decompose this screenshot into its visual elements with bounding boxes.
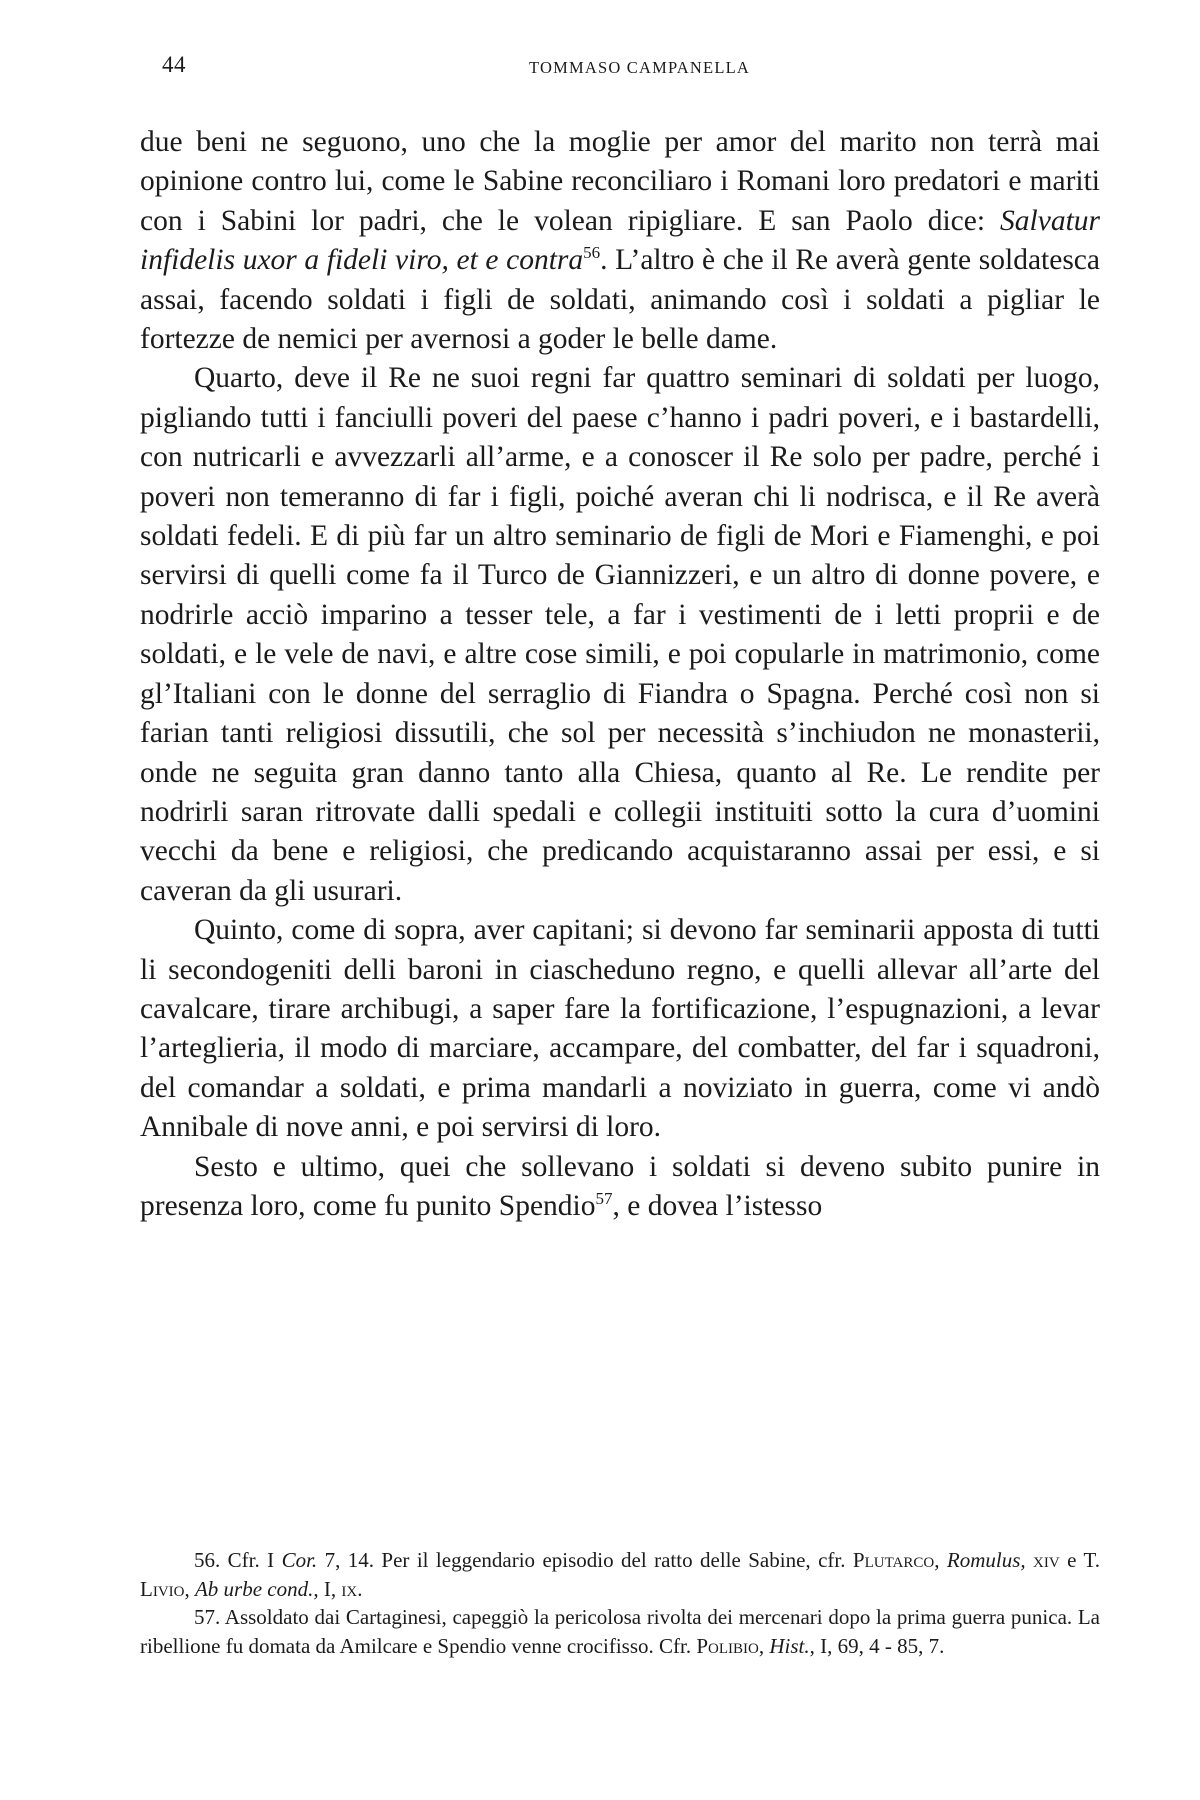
paragraph-2: Quarto, deve il Re ne suoi regni far quattro seminari di soldati per luogo, pigliando tutti i fanciulli poveri del paese c’hanno i padri poveri, e i bastardelli, con nutricarli e avvezzarli all’arme, e a conoscer il Re solo per padre, perché i poveri non temeranno di far i figli, poiché averan chi li nodrisca, e il Re averà soldati fedeli. E di più far un altro seminario de figli de Mori e Fiamenghi, e poi servirsi di quelli come fa il Turco de Giannizzeri, e un altro di donne povere, e nodrirle acciò imparino a tesser tele, a far i vestimenti de i letti proprii e de soldati, e le vele de navi, e altre cose simili, e poi copularle in matrimonio, come gl’Italiani con le donne del serraglio di Fiandra o Spagna. Perché così non si farian tanti religiosi dissutili, che sol per necessità s’inchiudon ne monasterii, onde ne seguita gran danno tanto alla Chiesa, quanto al Re. Le rendite per nodrirli saran ritrovate dalli spedali e collegii instituiti sotto la cura d’uomini vecchi da bene e religiosi, che predicando acquistaranno assai per essi, e si caveran da gli usurari.	[140, 362, 1100, 907]
fn56-t6: ,	[184, 1576, 195, 1601]
fn56-sc1: Plutarco	[852, 1548, 935, 1572]
fn56-t3: ,	[934, 1548, 947, 1572]
paragraph-1	[140, 123, 1100, 359]
fn57-i1: Hist.	[769, 1633, 810, 1658]
fn56-i2: Romulus,	[946, 1548, 1026, 1572]
fn56-i3: Ab urbe cond.	[194, 1576, 314, 1601]
main-text	[140, 123, 1100, 1226]
fn56-sc2: xiv	[1033, 1548, 1060, 1572]
latin-quote: Salvatur infidelis uxor a fideli viro, et e contra	[140, 204, 1100, 277]
fn56-t4	[1026, 1548, 1033, 1572]
paragraph-1-text-b: . L’altro è che il Re averà gente soldatesca assai, facendo soldati i figli de soldati, animando così i soldati a pigliar le fortezze de nemici per avernosi a goder le belle dame.	[140, 244, 1100, 356]
paragraph-3: Quinto, come di sopra, aver capitani; si devono far seminarii apposta di tutti li secondogeniti delli baroni in ciascheduno regno, e quelli allevar all’arte del cavalcare, tirare archibugi, a saper fare la fortificazione, l’espugnazioni, a levar l’arteglieria, il modo di marciare, accampare, del combatter, del far i squadroni, del comandar a soldati, e prima mandarli a noviziato in guerra, come vi andò Annibale di nove anni, e poi servirsi di loro.	[140, 914, 1100, 1144]
running-title: TOMMASO CAMPANELLA	[528, 58, 750, 77]
page-number: 44	[162, 52, 186, 77]
fn57-sc1: Polibio	[696, 1633, 759, 1658]
fn57-t3: , I, 69, 4 - 85, 7.	[809, 1633, 945, 1658]
running-head	[162, 52, 1117, 92]
footnote-ref-57: 57	[595, 1189, 613, 1209]
footnote-ref-56: 56	[583, 243, 601, 263]
footnote-56	[140, 1546, 1100, 1603]
footnotes	[140, 1546, 1100, 1660]
fn56-i1: Cor.	[281, 1548, 318, 1572]
fn56-t5: e T.	[1059, 1548, 1101, 1572]
footnote-57	[140, 1603, 1100, 1660]
paragraph-4-text-a: Sesto e ultimo, quei che sollevano i soldati si deveno subito punire in presenza loro, come fu punito Spendio	[140, 1150, 1100, 1222]
fn56-sc4: ix	[341, 1576, 358, 1601]
fn57-t1: 57. Assoldato dai Cartaginesi, capeggiò la pericolosa rivolta dei mercenari dopo la prima guerra punica. La ribellione fu domata da Amilcare e Spendio venne crocifisso. Cfr.	[140, 1605, 1100, 1658]
fn56-t1: 56. Cfr. I	[194, 1548, 282, 1572]
fn57-t2: ,	[758, 1633, 770, 1658]
paragraph-4-text-b: , e dovea l’istesso	[612, 1189, 823, 1222]
paragraph-4	[140, 1148, 1100, 1227]
fn56-t2: 7, 14. Per il leggendario episodio del ratto delle Sabine, cfr.	[317, 1548, 853, 1572]
fn56-sc3: Livio	[140, 1576, 185, 1601]
fn56-t7: , I,	[313, 1576, 342, 1601]
paragraph-1-text-a: due beni ne seguono, uno che la moglie per amor del marito non terrà mai opinione contro lui, come le Sabine reconciliaro i Romani loro predatori e mariti con i Sabini lor padri, che le volean ripigliare. E san Paolo dice:	[140, 126, 1100, 237]
fn56-t8: .	[357, 1576, 363, 1601]
